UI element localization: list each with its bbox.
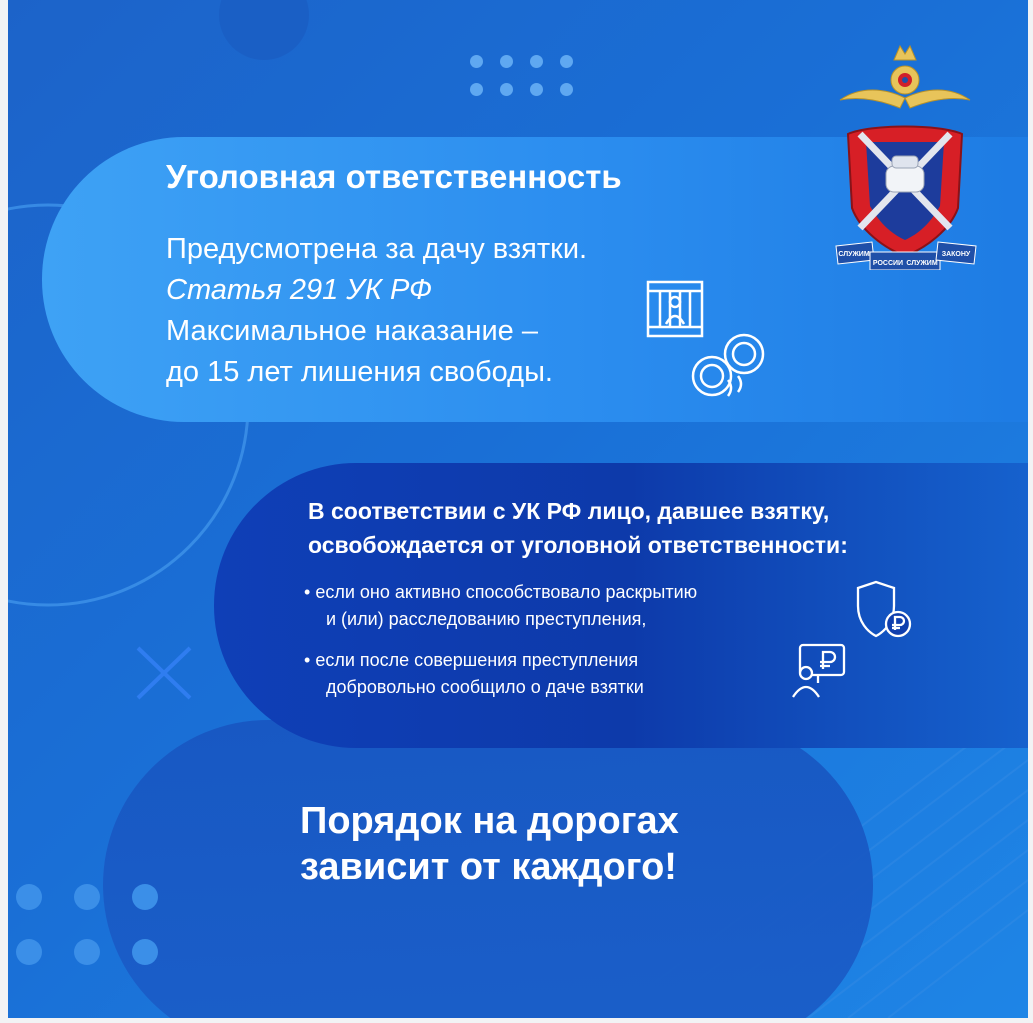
handcuffs-icon xyxy=(688,332,770,404)
section1-line3: Максимальное наказание – xyxy=(166,315,538,347)
section1-line4: до 15 лет лишения свободы. xyxy=(166,356,553,388)
bullet-2: • если после совершения преступления xyxy=(304,650,639,670)
slogan-line1: Порядок на дорогах xyxy=(300,800,679,842)
bullet-1: • если оно активно способствовало раскрытию xyxy=(304,582,698,602)
section2-heading-line2: освобождается от уголовной ответственности: xyxy=(308,532,848,558)
section1-article: Статья 291 УК РФ xyxy=(166,274,433,306)
slogan-line2: зависит от каждого! xyxy=(300,846,677,888)
section1-title: Уголовная ответственность xyxy=(166,158,622,195)
shield-ruble-icon xyxy=(854,578,916,642)
prison-icon xyxy=(644,278,706,340)
section1-line1: Предусмотрена за дачу взятки. xyxy=(166,233,588,265)
close-x-decoration xyxy=(136,646,192,700)
emblem-ribbon-center2: СЛУЖИМ xyxy=(906,260,938,267)
bullet-2-line2: добровольно сообщило о даче взятки xyxy=(326,677,644,697)
bullet-2-line1: если после совершения преступления xyxy=(315,650,639,670)
emblem-ribbon-left: СЛУЖИМ xyxy=(838,251,870,258)
emblem-ribbon-right: ЗАКОНУ xyxy=(941,251,971,258)
bullet-1-line1: если оно активно способствовало раскрытию xyxy=(315,582,698,602)
emblem-ribbon-center: РОССИИ xyxy=(872,260,904,267)
person-ruble-chat-icon xyxy=(788,641,850,699)
bullet-1-line2: и (или) расследованию преступления, xyxy=(326,609,647,629)
poster xyxy=(8,0,1028,1018)
police-emblem xyxy=(830,38,980,270)
section2-heading-line1: В соответствии с УК РФ лицо, давшее взятку, xyxy=(308,498,830,524)
